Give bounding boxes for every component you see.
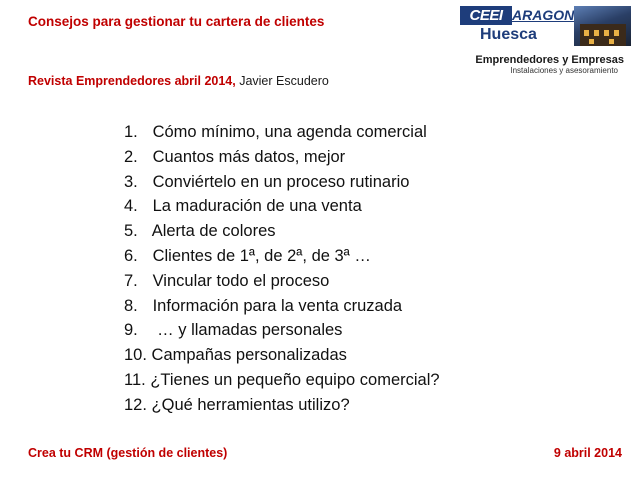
list-item [124,343,440,368]
company-name: Emprendedores y Empresas [475,54,624,66]
list-item-number: 4. [124,197,138,216]
source-publication: Revista Emprendedores abril 2014, [28,74,236,88]
list-item-text: Conviértelo en un proceso rutinario [152,172,410,191]
list-item-text: ¿Tienes un pequeño equipo comercial? [150,370,440,389]
list-item [124,120,440,145]
list-item-number: 6. [124,246,138,265]
list-item-text: … y llamadas personales [148,321,343,340]
list-item-text: Campañas personalizadas [151,346,347,365]
list-item [124,269,440,294]
list-item-text: Alerta de colores [151,222,276,241]
source-author: Javier Escudero [235,74,329,88]
list-item [124,145,440,170]
logo-ceei-text: CEEI [460,6,512,25]
list-item-text: ¿Qué herramientas utilizo? [151,395,350,414]
logo-huesca-text: Huesca [480,26,537,43]
slide-title: Consejos para gestionar tu cartera de clientes [28,14,325,29]
list-item-number: 3. [124,172,138,191]
building-photo-icon [574,6,631,46]
list-item-number: 8. [124,296,138,315]
list-item-number: 5. [124,222,138,241]
list-item-number: 10. [124,346,147,365]
list-item [124,294,440,319]
list-item-text: La maduración de una venta [152,197,362,216]
list-item [124,170,440,195]
company-subtitle: Instalaciones y asesoramiento [510,66,618,75]
list-item-text: Cómo mínimo, una agenda comercial [152,123,427,141]
list-item-text: Cuantos más datos, mejor [152,147,346,166]
list-item [124,194,440,219]
list-item-number: 9. [124,321,138,340]
list-item-text: Clientes de 1ª, de 2ª, de 3ª … [152,246,371,265]
ceei-aragon-huesca-logo [460,6,631,46]
logo-aragon-text: ARAGON [512,7,575,23]
list-item-number: 2. [124,147,138,166]
source-citation [28,74,329,88]
footer-date: 9 abril 2014 [553,446,622,460]
list-item [124,244,440,269]
list-item-number: 11. [124,370,146,389]
list-item-text: Información para la venta cruzada [152,296,403,315]
list-item [124,219,440,244]
list-item-number: 12. [124,395,147,414]
list-item-text: Vincular todo el proceso [152,271,330,290]
list-item [124,318,440,343]
list-item [124,393,440,418]
list-item [124,368,440,393]
list-item-number: 1. [124,123,138,141]
footer-topic: Crea tu CRM (gestión de clientes) [28,446,228,460]
tips-list [124,120,440,418]
list-item-number: 7. [124,271,138,290]
